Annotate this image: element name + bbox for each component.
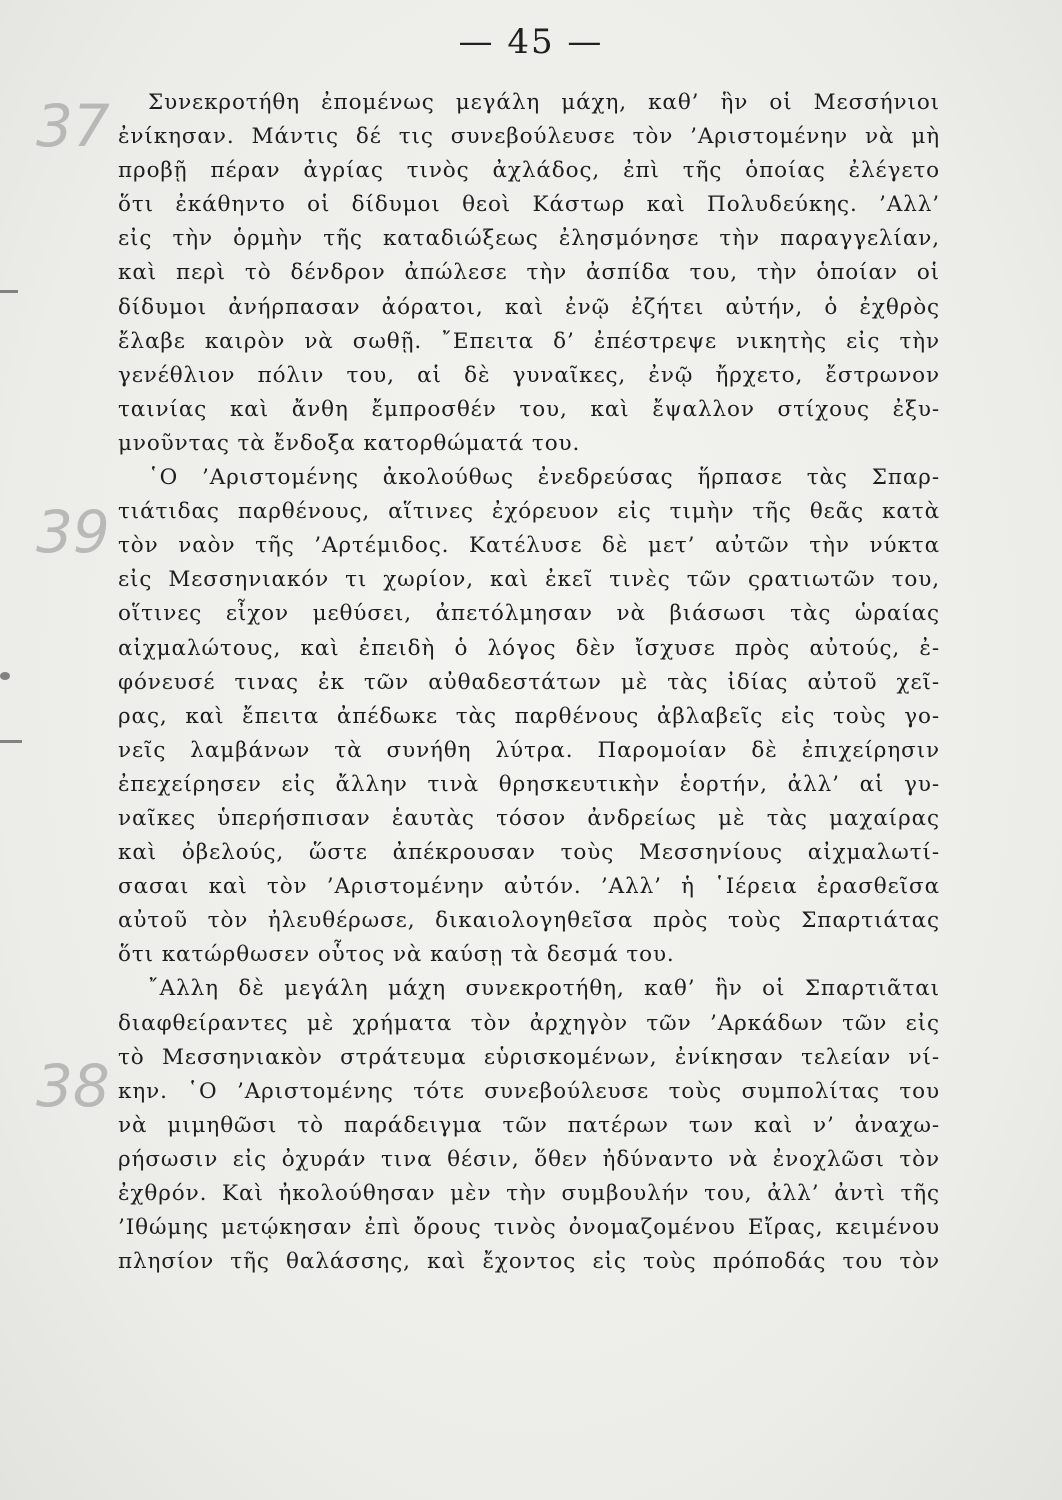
body-text <box>118 86 940 1279</box>
text-line: εἰς Μεσσηνιακόν τι χωρίον, καὶ ἐκεῖ τινὲς τῶν ςρατιωτῶν του, <box>118 567 940 593</box>
text-line: τὸν ναὸν τῆς ’Αρτέμιδος. Κατέλυσε δὲ μετ’ αὐτῶν τὴν νύκτα <box>118 533 940 559</box>
margin-note-37: 37 <box>36 92 110 160</box>
text-line: ’Ιθώμης μετῴκησαν ἐπὶ ὄρους τινὸς ὀνομαζομένου Εἴρας, κειμένου <box>118 1215 940 1241</box>
text-line: αἰχμαλώτους, καὶ ἐπειδὴ ὁ λόγος δὲν ἴσχυσε πρὸς αὐτούς, ἐ- <box>118 635 940 661</box>
text-line: ναῖκες ὑπερήσπισαν ἑαυτὰς τόσον ἀνδρείως μὲ τὰς μαχαίρας <box>118 805 940 831</box>
text-line: καὶ ὀβελούς, ὥστε ἀπέκρουσαν τοὺς Μεσσηνίους αἰχμαλωτί- <box>118 840 940 866</box>
page-number: — 45 — <box>458 22 604 62</box>
text-line: γενέθλιον πόλιν του, αἱ δὲ γυναῖκες, ἐνῷ ἤρχετο, ἔστρωνον <box>118 362 940 388</box>
margin-note-38: 38 <box>36 1052 110 1120</box>
text-line: ἔλαβε καιρὸν νὰ σωθῇ. ῎Επειτα δ’ ἐπέστρεψε νικητὴς εἰς τὴν <box>118 328 940 354</box>
text-line: ὅτι κατώρθωσεν οὗτος νὰ καύσῃ τὰ δεσμά του. <box>118 942 675 968</box>
text-line: ἐνίκησαν. Μάντις δέ τις συνεβούλευσε τὸν ’Αριστομένην νὰ μὴ <box>118 124 940 150</box>
text-line: ὅτι ἐκάθηντο οἱ δίδυμοι θεοὶ Κάστωρ καὶ Πολυδεύκης. ’Αλλ’ <box>118 192 940 218</box>
margin-mark <box>0 740 22 743</box>
text-line: ρας, καὶ ἔπειτα ἀπέδωκε τὰς παρθένους ἀβλαβεῖς εἰς τοὺς γο- <box>118 703 940 729</box>
text-line: διαφθείραντες μὲ χρήματα τὸν ἀρχηγὸν τῶν ’Αρκάδων τῶν εἰς <box>118 1010 940 1036</box>
text-line: εἰς τὴν ὁρμὴν τῆς καταδιώξεως ἐλησμόνησε τὴν παραγγελίαν, <box>118 226 940 252</box>
text-line: τιάτιδας παρθένους, αἵτινες ἐχόρευον εἰς τιμὴν τῆς θεᾶς κατὰ <box>118 499 940 525</box>
text-line: προβῇ πέραν ἀγρίας τινὸς ἀχλάδος, ἐπὶ τῆς ὁποίας ἐλέγετο <box>118 158 940 184</box>
text-line: ρήσωσιν εἰς ὀχυράν τινα θέσιν, ὅθεν ἠδύναντο νὰ ἐνοχλῶσι τὸν <box>118 1146 940 1172</box>
text-line: ταινίας καὶ ἄνθη ἔμπροσθέν του, καὶ ἔψαλλον στίχους ἐξυ- <box>118 396 940 422</box>
text-line: ἐχθρόν. Καὶ ἠκολούθησαν μὲν τὴν συμβουλήν του, ἀλλ’ ἀντὶ τῆς <box>118 1181 940 1206</box>
text-line: καὶ περὶ τὸ δένδρον ἀπώλεσε τὴν ἀσπίδα του, τὴν ὁποίαν οἱ <box>118 260 940 286</box>
text-line: αὐτοῦ τὸν ἠλευθέρωσε, δικαιολογηθεῖσα πρὸς τοὺς Σπαρτιάτας <box>118 908 940 934</box>
text-line: ῎Αλλη δὲ μεγάλη μάχη συνεκροτήθη, καθ’ ἣν οἱ Σπαρτιᾶται <box>148 976 940 1002</box>
text-line: νὰ μιμηθῶσι τὸ παράδειγμα τῶν πατέρων των καὶ ν’ ἀναχω- <box>118 1112 940 1138</box>
text-line: ἐπεχείρησεν εἰς ἄλλην τινὰ θρησκευτικὴν ἑορτήν, ἀλλ’ αἱ γυ- <box>118 771 940 797</box>
text-line: Συνεκροτήθη ἐπομένως μεγάλη μάχη, καθ’ ἣν οἱ Μεσσήνιοι <box>148 90 940 115</box>
margin-note-39: 39 <box>36 498 110 566</box>
text-line: δίδυμοι ἀνήρπασαν ἀόρατοι, καὶ ἐνῷ ἐζήτει αὐτήν, ὁ ἐχθρὸς <box>118 294 940 320</box>
text-line: νεῖς λαμβάνων τὰ συνήθη λύτρα. Παρομοίαν δὲ ἐπιχείρησιν <box>118 737 940 763</box>
margin-mark <box>0 290 18 293</box>
text-line: κην. ῾Ο ’Αριστομένης τότε συνεβούλευσε τοὺς συμπολίτας του <box>118 1078 940 1104</box>
text-line: ῾Ο ’Αριστομένης ἀκολούθως ἐνεδρεύσας ἥρπασε τὰς Σπαρ- <box>148 465 940 491</box>
margin-dot <box>0 672 10 680</box>
text-line: τὸ Μεσσηνιακὸν στράτευμα εὑρισκομένων, ἐνίκησαν τελείαν νί- <box>118 1044 940 1070</box>
text-line: φόνευσέ τινας ἐκ τῶν αὐθαδεστάτων μὲ τὰς ἰδίας αὐτοῦ χεῖ- <box>118 669 940 695</box>
text-line: πλησίον τῆς θαλάσσης, καὶ ἔχοντος εἰς τοὺς πρόποδάς του τὸν <box>118 1249 940 1275</box>
text-line: σασαι καὶ τὸν ’Αριστομένην αὐτόν. ’Αλλ’ ἡ ῾Ιέρεια ἐρασθεῖσα <box>118 874 940 900</box>
text-line: μνοῦντας τὰ ἔνδοξα κατορθώματά του. <box>118 430 581 456</box>
text-line: οἵτινες εἶχον μεθύσει, ἀπετόλμησαν νὰ βιάσωσι τὰς ὡραίας <box>118 601 940 627</box>
